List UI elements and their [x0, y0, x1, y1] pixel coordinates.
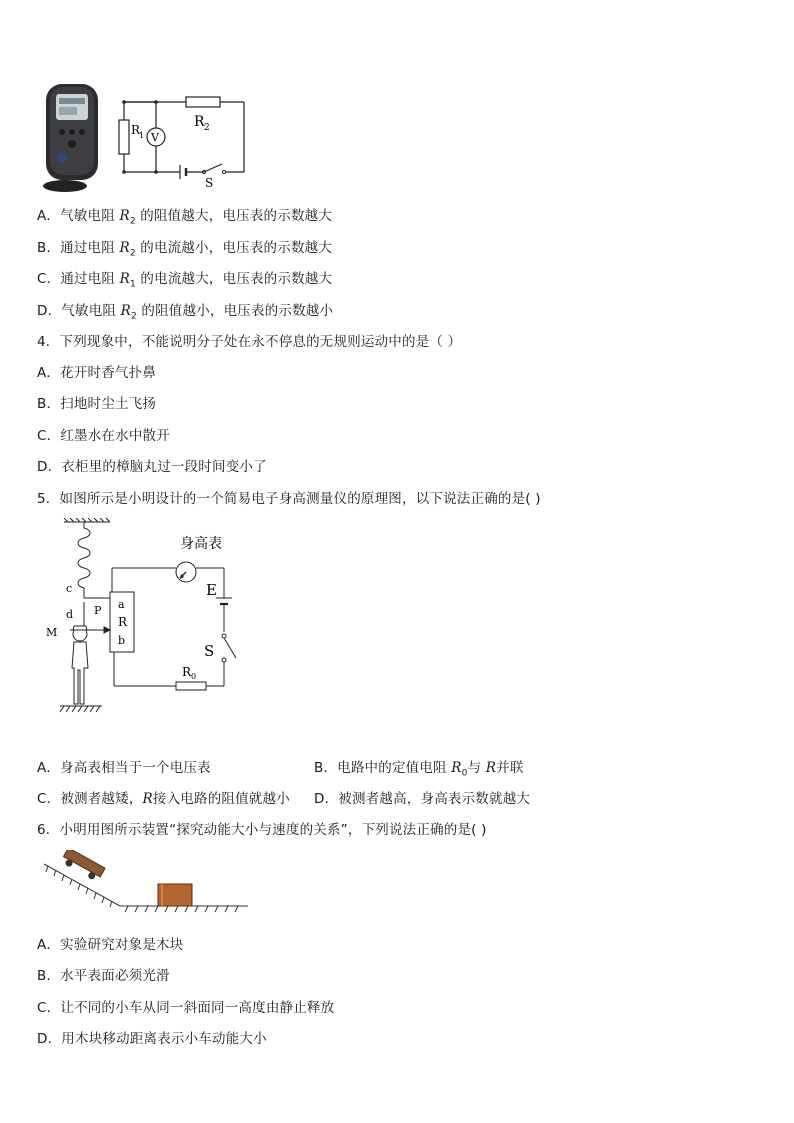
q4-option-b: B．扫地时尘土飞扬: [37, 396, 157, 412]
switch-label: S: [205, 176, 214, 190]
q6-stem: 6．小明用图所示装置“探究动能大小与速度的关系”，下列说法正确的是( ): [37, 822, 487, 838]
q5-option-a: A．身高表相当于一个电压表: [37, 760, 211, 776]
q6-option-c: C．让不同的小车从同一斜面同一高度由静止释放: [37, 1000, 335, 1016]
q6-option-a: A．实验研究对象是木块: [37, 937, 184, 953]
battery-label: E: [206, 581, 217, 599]
r1-subscript: 1: [139, 131, 145, 140]
point-c-label: c: [66, 582, 73, 595]
point-m-label: M: [46, 626, 58, 639]
ramp-cart-illustration: [40, 850, 250, 914]
q5-option-d: D．被测者越高，身高表示数就越大: [314, 791, 531, 807]
q5-option-b: B．电路中的定值电阻 $R_0$与 R并联: [314, 760, 524, 779]
q4-stem: 4．下列现象中，不能说明分子处在永不停息的无规则运动中的是（ ）: [37, 334, 462, 350]
r0-subscript: 0: [191, 672, 197, 681]
r0-label: R: [182, 665, 192, 679]
q5-stem: 5．如图所示是小明设计的一个简易电子身高测量仪的原理图，以下说法正确的是( ): [37, 491, 541, 507]
r1-label: R: [131, 123, 141, 137]
ramp-cart-figure: [40, 850, 250, 914]
r2-subscript: 2: [204, 123, 210, 133]
gas-detector-circuit: [114, 90, 254, 190]
switch-label: S: [204, 642, 215, 660]
height-meter-figure: [40, 518, 250, 718]
q3-option-d: D．气敏电阻 $R_2$ 的阻值越小，电压表的示数越小: [37, 303, 334, 322]
q5-option-c: C．被测者越矮，R接入电路的阻值就越小: [37, 791, 290, 807]
q4-option-a: A．花开时香气扑鼻: [37, 365, 157, 381]
terminal-a-label: a: [118, 598, 125, 611]
height-meter-label: 身高表: [180, 536, 222, 552]
q3-option-a: A．气敏电阻 $R_2$ 的阻值越大，电压表的示数越大: [37, 208, 333, 227]
q4-option-c: C．红墨水在水中散开: [37, 428, 170, 444]
r2-label: R: [194, 114, 205, 130]
slider-p-label: P: [94, 604, 102, 617]
voltmeter-label: V: [151, 131, 159, 144]
height-meter-circuit: [40, 518, 250, 718]
terminal-b-label: b: [118, 634, 126, 647]
q4-option-d: D．衣柜里的樟脑丸过一段时间变小了: [37, 459, 267, 475]
rheostat-label: R: [118, 615, 128, 629]
q3-option-c: C．通过电阻 $R_1$ 的电流越大，电压表的示数越大: [37, 271, 333, 290]
q6-option-b: B．水平表面必须光滑: [37, 968, 170, 984]
point-d-label: d: [66, 608, 74, 621]
gas-detector-figure: [40, 82, 250, 192]
q3-option-b: B．通过电阻 $R_2$ 的电流越小，电压表的示数越大: [37, 240, 333, 259]
q6-option-d: D．用木块移动距离表示小车动能大小: [37, 1031, 267, 1047]
